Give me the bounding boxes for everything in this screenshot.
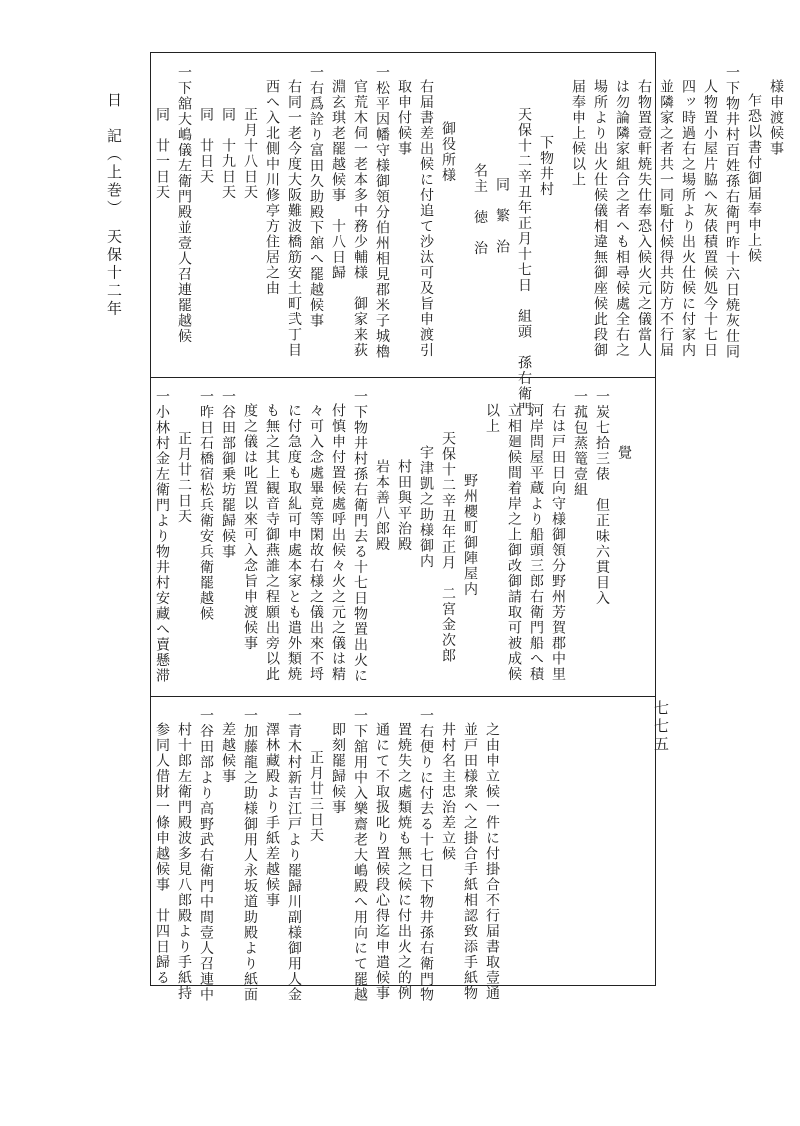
text-line: 西へ入北側中川修亭方住居之由 [264,79,280,296]
text-line: 置焼失之處類焼も無之候に付出火之的例 [396,722,412,1001]
text-line: 付慎申付置候處呼出候々火之元之儀は精 [330,403,346,682]
text-line: 澤林藏殿より手紙差越候事 [264,722,280,908]
text-line: 野州櫻町御陣屋内 [462,473,478,597]
text-line: 通にて不取扱叱り置候段心得迄申遣候事 [374,722,390,1001]
text-line: 右届書差出候に付追て沙汰可及旨申渡引 [418,79,434,358]
text-line: 天保十二辛丑年正月 二宮金次郎 [440,431,456,664]
text-line: も無之其上観音寺御燕誰之程願出旁以此 [264,403,280,682]
text-line: 場所より出火仕候儀相違無御座候此段御 [592,79,608,358]
text-line: 岩本善八郎殿 [374,459,390,552]
text-line [459,65,469,417]
text-line: 取申付候事 [396,79,412,157]
text-line: 一昨日石橋宿松兵衛安兵衛罷越候 [198,389,214,622]
text-line: 河岸問屋平蔵より船頭三郎右衛門船へ積 [528,403,544,682]
text-line: 一右便りに付去る十七日下物井孫右衛門物 [418,708,434,1003]
text-line: 正月廿二日天 [176,431,192,524]
text-line: 々可入念處畢竟等閑故右様之儀出來不埒 [308,403,324,682]
text-line: 宇津凱之助様御内 [418,445,434,569]
text-line: 届奉申上候以上 [570,79,586,188]
text-line: 同 繁 治 [494,177,510,255]
text-block-bottom [151,696,503,1003]
running-head-book: 日 記（上巻） [105,92,123,211]
text-line: 右同一老今度大阪難波橋筋安土町弐丁目 [286,79,302,358]
text-line: 淵玄琪老罷越候事 十八日歸 [330,79,346,281]
text-line: 官荒木伺一老本多中務少輔様 御家来荻 [352,79,368,358]
text-line: 右は戸田日向守様御領分野州芳賀郡中里 [550,403,566,682]
text-line: 之由申立候一件に付掛合不行届書取壹通 [484,722,500,1001]
text-line: 同 十九日天 [220,107,236,200]
text-line: 以上 [484,403,500,434]
text-line: 一松平因幡守様御領分伯州相見郡米子城櫓 [374,65,390,360]
text-line: 一谷田部御乗坊罷歸候事 [220,389,236,560]
text-line: 正月十八日天 [242,107,258,200]
text-line: 同 廿日天 [198,107,214,185]
text-line: 一下舘大嶋儀左衛門殿並壹人召連罷越候 [176,65,192,344]
text-line: に付急度も取糺可申處本家とも遣外類焼 [286,403,302,682]
text-line: 御役所様 [440,121,456,183]
section-top [151,53,784,417]
text-line: 人物置小屋片脇へ灰俵積置候処今十七日 [702,79,718,358]
text-block-middle [151,377,635,696]
text-line: 一下舘用中入樂齋老大嶋殿へ用向にて罷越 [352,708,368,1003]
section-bottom [151,696,655,1003]
text-line: 様申渡候事 [768,79,784,157]
text-line: 同 廿一日天 [154,107,170,200]
text-line: 天保十二辛丑年正月十七日 組頭 孫右衛門 [516,107,532,417]
text-line: 覺 [616,445,632,461]
text-block-top [151,53,787,417]
text-line: 村十郎左衛門殿波多見八郎殿より手紙持 [176,722,192,1001]
running-head-era: 天保十二年 [105,228,123,319]
text-line: 一加藤龍之助様御用人永坂道助殿より紙面 [242,708,258,1003]
text-line: 並戸田様衆へ之掛合手紙相認致添手紙物 [462,722,478,1001]
running-head-title [104,92,125,319]
text-line: 乍恐以書付御届奉申上候 [746,93,762,264]
text-line: 正月廿三日天 [308,750,324,843]
text-line: 一炭七拾三俵 但正味六貫目入 [594,389,610,606]
section-middle [151,377,655,697]
text-line: 一下物井村孫右衛門去る十七日物置出火に [352,389,368,684]
text-line: 村田與平治殿 [396,459,412,552]
text-line: 一右爲詮り富田久助殿下舘へ罷越候事 [308,65,324,329]
text-line: 一菰包蒸篭壹組 [572,389,588,498]
text-line: 差越候事 [220,722,236,784]
text-line: 一小林村金左衛門より物井村安藏へ賣懸滞 [154,389,170,684]
text-line: 一谷田部より高野武右衛門中間壹人召連中 [198,708,214,1003]
text-line: 立相廻候間着岸之上御改御請取可被成候 [506,403,522,682]
text-line: 井村名主忠治差立候 [440,722,456,862]
page-number: 七七五 [652,700,670,754]
text-line: 名主 徳 治 [472,163,488,256]
text-line: 参同人借財一條申越候事 廿四日歸る [154,722,170,986]
text-line: 即刻罷歸候事 [330,722,346,815]
text-line: は勿論隣家組合之者へも相尋候處全右之 [614,79,630,358]
text-line: 一下物井村百姓孫右衛門昨十六日焼灰仕同 [724,65,740,360]
text-line: 右物置壹軒焼失仕奉恐入候火元之儀當人 [636,79,652,358]
text-line: 度之儀は叱置以來可入念旨申渡候事 [242,403,258,651]
text-line: 下物井村 [538,135,554,197]
text-line [557,65,567,417]
text-line: 一青木村新吉江戸より罷歸川副様御用人金 [286,708,302,1003]
text-line: 四ッ時過右之場所より出火仕候に付家内 [680,79,696,358]
text-line: 並隣家之者共一同駈付候得共防方不行届 [658,79,674,358]
